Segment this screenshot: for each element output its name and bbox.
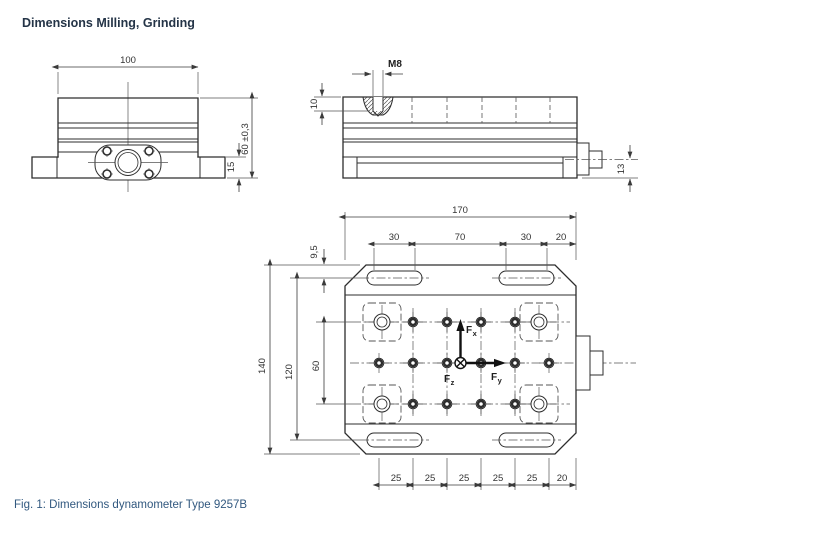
top-connector [576, 336, 603, 390]
dim-bottom-chain: 20 [556, 473, 568, 484]
dim-bottom-chain: 25 [526, 473, 538, 484]
dim-top-depth: 140 [257, 358, 268, 374]
dim-bottom-chain: 25 [492, 473, 504, 484]
front-view [32, 55, 258, 192]
dim-top-width: 170 [452, 205, 468, 216]
dim-top-chain: 70 [454, 232, 466, 243]
m8-thread-section [352, 59, 403, 116]
dim-connector-height: 13 [616, 163, 627, 175]
top-view [257, 205, 636, 490]
dim-top-chain: 30 [388, 232, 400, 243]
dim-top-chain: 30 [520, 232, 532, 243]
dim-row-spacing: 60 [311, 360, 322, 372]
dim-bottom-chain: 25 [458, 473, 470, 484]
figure-caption: Fig. 1: Dimensions dynamometer Type 9257B [14, 499, 248, 511]
dim-bottom-chain: 25 [424, 473, 436, 484]
side-connector [565, 143, 638, 175]
dim-slot-offset: 9,5 [309, 245, 320, 259]
dim-bottom-chain: 25 [390, 473, 402, 484]
force-axes [444, 319, 506, 387]
side-view [309, 59, 638, 192]
dim-slot-spacing: 120 [284, 364, 295, 380]
dim-top-chain: 20 [555, 232, 567, 243]
axis-label-fz: $F_z$ [444, 374, 455, 387]
axis-label-fy: $F_y$ [491, 372, 502, 385]
dim-thread-label: M8 [388, 59, 402, 70]
dim-front-width: 100 [120, 55, 136, 66]
figure-title: Dimensions Milling, Grinding [22, 16, 195, 30]
dim-thread-depth: 10 [309, 98, 320, 110]
front-connector [88, 145, 168, 180]
dim-front-base-height: 15 [226, 161, 237, 173]
dim-front-height: 60 ±0,3 [240, 123, 251, 155]
axis-label-fx: $F_x$ [466, 325, 477, 338]
